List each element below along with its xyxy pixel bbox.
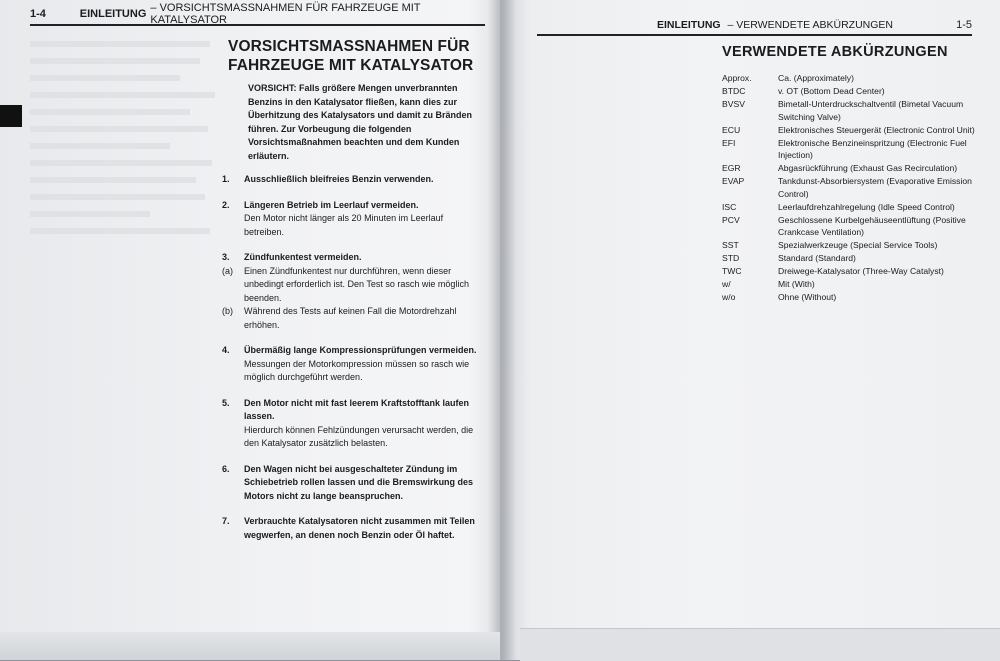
abbreviation-definition: Elektronische Benzineinspritzung (Electronic Fuel Injection) xyxy=(778,137,967,160)
sub-item-a xyxy=(222,265,484,306)
abbreviation-row xyxy=(722,137,984,162)
item-number: 6. xyxy=(222,463,230,474)
abbreviation-definition: Mit (With) xyxy=(778,279,815,289)
abbreviation-row xyxy=(722,98,984,123)
item-number: 3. xyxy=(222,252,230,262)
abbreviation: STD xyxy=(722,253,740,263)
item-number: 4. xyxy=(222,345,230,355)
abbreviation-definition: Ohne (Without) xyxy=(778,292,837,302)
abbreviation: Approx. xyxy=(722,73,752,83)
warning-paragraph xyxy=(248,82,484,163)
abbreviation-row xyxy=(722,239,984,252)
abbreviation-definition: Ca. (Approximately) xyxy=(778,73,854,83)
item-text: Den Motor nicht länger als 20 Minuten im Leerlauf betreiben. xyxy=(244,213,444,237)
left-page-number: 1-4 xyxy=(30,8,46,20)
right-page-title: VERWENDETE ABKÜRZUNGEN xyxy=(722,44,948,60)
warning-text: Falls größere Mengen unverbrannten Benzins in den Katalysator fließen, kann dies zur Überhitzung des Katalysators und damit zu Bränden führen. Zur Vorbeugung die folgenden Vorsichtsmaßnahmen beachten und dem Kunden erläutern. xyxy=(248,83,473,161)
right-header-section: – VERWENDETE ABKÜRZUNGEN xyxy=(727,19,894,31)
abbreviation-row xyxy=(722,162,984,175)
abbreviation-row xyxy=(722,72,984,85)
abbreviation-definition: Standard (Standard) xyxy=(778,253,856,263)
abbreviation-row xyxy=(722,278,984,291)
abbreviation-definition: Dreiwege-Katalysator (Three-Way Catalyst) xyxy=(778,266,944,276)
item-heading: Verbrauchte Katalysatoren nicht zusammen mit Teilen wegwerfen, an denen noch Benzin oder Öl haftet. xyxy=(244,516,475,540)
abbreviation: BTDC xyxy=(722,86,746,96)
abbreviation-row xyxy=(722,175,984,200)
abbreviation: w/ xyxy=(722,279,731,289)
item-number: 2. xyxy=(222,199,230,210)
page-edge-right xyxy=(520,628,1000,661)
abbreviation: BVSV xyxy=(722,99,745,109)
right-page-header xyxy=(537,16,972,36)
item-heading: Zündfunkentest vermeiden. xyxy=(244,252,362,262)
title-line-1: VORSICHTSMASSNAHMEN FÜR xyxy=(228,38,470,55)
precaution-item xyxy=(222,515,484,542)
abbreviation-definition: Bimetall-Unterdruckschaltventil (Bimetal Vacuum Switching Valve) xyxy=(778,99,964,122)
sub-item-b xyxy=(222,305,484,332)
abbreviation: EVAP xyxy=(722,176,745,186)
abbreviation-list xyxy=(722,72,984,304)
precaution-item xyxy=(222,173,484,187)
abbreviation-definition: Leerlaufdrehzahlregelung (Idle Speed Control) xyxy=(778,201,955,212)
abbreviation-row xyxy=(722,265,984,278)
abbreviation-definition: v. OT (Bottom Dead Center) xyxy=(778,86,885,96)
abbreviation-definition: Tankdunst-Absorbiersystem (Evaporative Emission Control) xyxy=(778,176,972,199)
warning-label: VORSICHT: xyxy=(248,83,297,93)
item-heading: Übermäßig lange Kompressionsprüfungen vermeiden. xyxy=(244,345,477,355)
abbreviation-definition: Elektronisches Steuergerät (Electronic Control Unit) xyxy=(778,124,975,135)
abbreviation: PCV xyxy=(722,214,740,225)
chapter-tab-marker xyxy=(0,105,22,127)
abbreviation: ISC xyxy=(722,201,737,212)
sub-item-text: Einen Zündfunkentest nur durchführen, wenn dieser unbedingt erforderlich ist. Den Test so rasch wie möglich beenden. xyxy=(244,265,469,303)
abbreviation-row xyxy=(722,124,984,137)
item-number: 1. xyxy=(222,174,230,184)
abbreviation-row xyxy=(722,214,984,239)
left-header-section: – VORSICHTSMASSNAHMEN FÜR FAHRZEUGE MIT KATALYSATOR xyxy=(150,2,421,26)
abbreviation-row xyxy=(722,252,984,265)
item-text: Messungen der Motorkompression müssen so rasch wie möglich durchgeführt werden. xyxy=(244,358,470,382)
abbreviation: TWC xyxy=(722,266,742,276)
abbreviation: ECU xyxy=(722,124,741,135)
abbreviation-definition: Geschlossene Kurbelgehäuseentlüftung (Positive Crankcase Ventilation) xyxy=(778,214,966,237)
precaution-item xyxy=(222,397,484,451)
sub-item-text: Während des Tests auf keinen Fall die Motordrehzahl erhöhen. xyxy=(244,306,457,330)
abbreviation-definition: Abgasrückführung (Exhaust Gas Recirculation) xyxy=(778,163,958,173)
item-heading: Den Motor nicht mit fast leerem Kraftstofftank laufen lassen. xyxy=(244,397,470,421)
item-number: 5. xyxy=(222,397,230,408)
left-page-header xyxy=(30,4,485,26)
item-number: 7. xyxy=(222,516,230,526)
show-through-text xyxy=(30,30,220,245)
abbreviation: EFI xyxy=(722,137,736,148)
abbreviation-definition: Spezialwerkzeuge (Special Service Tools) xyxy=(778,240,938,250)
abbreviation-row xyxy=(722,85,984,98)
item-heading: Ausschließlich bleifreies Benzin verwenden. xyxy=(244,174,434,184)
precaution-item xyxy=(222,251,484,332)
page-edge-left xyxy=(0,632,500,660)
title-line-2: FAHRZEUGE MIT KATALYSATOR xyxy=(228,57,474,74)
precaution-item xyxy=(222,344,484,385)
item-heading: Längeren Betrieb im Leerlauf vermeiden. xyxy=(244,199,419,210)
item-text: Hierdurch können Fehlzündungen verursacht werden, die den Katalysator zusätzlich belasten. xyxy=(244,424,474,448)
right-header-chapter: EINLEITUNG xyxy=(657,19,721,31)
abbreviation: w/o xyxy=(722,292,736,302)
abbreviation-row xyxy=(722,291,984,304)
book-gutter xyxy=(488,0,516,660)
item-heading: Den Wagen nicht bei ausgeschalteter Zündung im Schiebetrieb rollen lassen und die Bremswirkung des Motors nicht zu lange beanspruchen. xyxy=(244,463,474,501)
precaution-item xyxy=(222,199,484,240)
right-page-number: 1-5 xyxy=(956,19,972,31)
abbreviation: EGR xyxy=(722,163,741,173)
precaution-item xyxy=(222,463,484,504)
sub-item-label: (b) xyxy=(222,306,233,316)
precautions-content xyxy=(222,82,484,554)
sub-item-label: (a) xyxy=(222,265,233,276)
left-header-chapter: EINLEITUNG xyxy=(79,8,147,20)
abbreviation-row xyxy=(722,201,984,214)
left-page-title xyxy=(228,37,488,75)
abbreviation: SST xyxy=(722,240,739,250)
